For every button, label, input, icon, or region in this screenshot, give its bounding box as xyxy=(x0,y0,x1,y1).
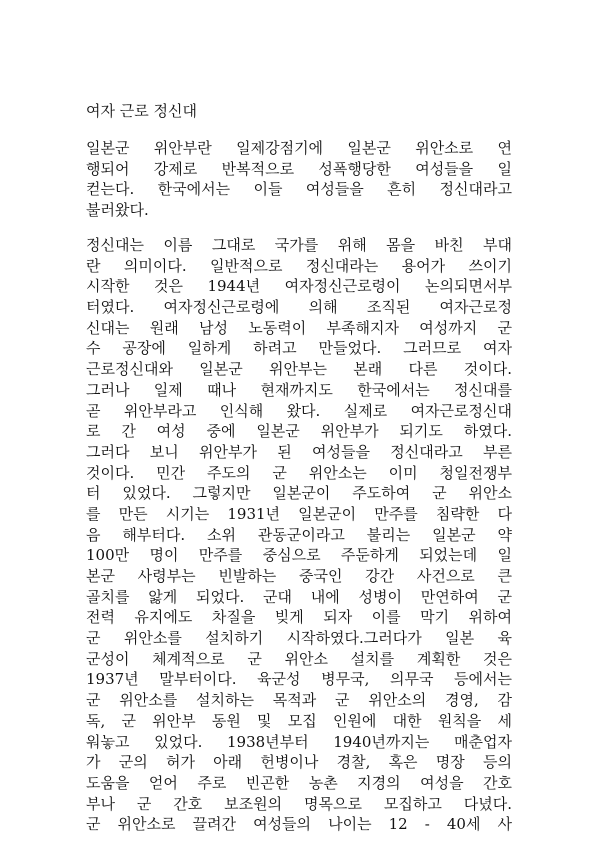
text-line: 곧 위안부라고 인식해 왔다. 실제로 여자근로정신대 xyxy=(86,401,512,420)
text-line: 불러왔다. xyxy=(86,201,149,220)
text-line: 독, 군 위안부 동원 및 모집 인원에 대한 원칙을 세 xyxy=(86,711,512,730)
text-line: 란 의미이다. 일반적으로 정신대라는 용어가 쓰이기 xyxy=(86,256,512,275)
text-line: 전력 유지에도 차질을 빚게 되자 이를 막기 위하여 xyxy=(86,608,512,627)
text-line: 군 위안소로 끌려간 여성들의 나이는 12 - 40세 사 xyxy=(86,815,512,834)
text-line: 1937년 말부터이다. 육군성 병무국, 의무국 등에서는 xyxy=(86,670,512,689)
text-line: 음 해부터다. 소위 관동군이라고 불리는 일본군 약 xyxy=(86,525,512,544)
text-line: 부나 군 간호 보조원의 명목으로 모집하고 다녔다. xyxy=(86,794,512,813)
text-line: 그러나 일제 때나 현재까지도 한국에서는 정신대를 xyxy=(86,380,512,399)
text-line: 워놓고 있었다. 1938년부터 1940년까지는 매춘업자 xyxy=(86,732,512,751)
text-line: 군 위안소를 설치하는 목적과 군 위안소의 경영, 감 xyxy=(86,691,512,710)
text-line: 시작한 것은 1944년 여자정신근로령이 논의되면서부 xyxy=(86,277,512,296)
paragraph-intro xyxy=(86,138,512,221)
text-line: 정신대는 이름 그대로 국가를 위해 몸을 바친 부대 xyxy=(86,236,512,254)
paragraph-body xyxy=(86,235,512,835)
document-title: 여자 근로 정신대 xyxy=(86,102,197,120)
text-line: 일본군 위안부란 일제강점기에 일본군 위안소로 연 xyxy=(86,139,512,157)
text-line: 근로정신대와 일본군 위안부는 본래 다른 것이다. xyxy=(86,360,512,379)
text-line: 가 군의 허가 아래 헌병이나 경찰, 혹은 명장 등의 xyxy=(86,753,512,772)
text-line: 컫는다. 한국에서는 이들 여성들을 흔히 정신대라고 xyxy=(86,180,512,199)
text-line: 골치를 앓게 되었다. 군대 내에 성병이 만연하여 군 xyxy=(86,587,512,606)
text-line: 를 만든 시기는 1931년 일본군이 만주를 침략한 다 xyxy=(86,504,512,523)
text-line: 로 간 여성 중에 일본군 위안부가 되기도 하였다. xyxy=(86,422,512,441)
text-line: 행되어 강제로 반복적으로 성폭행당한 여성들을 일 xyxy=(86,159,512,178)
text-line: 100만 명이 만주를 중심으로 주둔하게 되었는데 일 xyxy=(86,546,512,565)
text-line: 수 공장에 일하게 하려고 만들었다. 그러므로 여자 xyxy=(86,339,512,358)
text-line: 본군 사령부는 빈발하는 중국인 강간 사건으로 큰 xyxy=(86,567,512,585)
text-line: 군성이 체계적으로 군 위안소 설치를 계획한 것은 xyxy=(86,649,512,668)
text-line: 것이다. 민간 주도의 군 위안소는 이미 청일전쟁부 xyxy=(86,463,512,482)
text-line: 그러다 보니 위안부가 된 여성들을 정신대라고 부른 xyxy=(86,442,512,461)
text-line: 터 있었다. 그렇지만 일본군이 주도하여 군 위안소 xyxy=(86,484,512,503)
text-line: 군 위안소를 설치하기 시작하였다.그러다가 일본 육 xyxy=(86,629,512,648)
text-line: 신대는 원래 남성 노동력이 부족해지자 여성까지 군 xyxy=(86,318,512,337)
text-line: 도움을 얻어 주로 빈곤한 농촌 지경의 여성을 간호 xyxy=(86,773,512,792)
text-line: 터였다. 여자정신근로령에 의해 조직된 여자근로정 xyxy=(86,298,512,317)
